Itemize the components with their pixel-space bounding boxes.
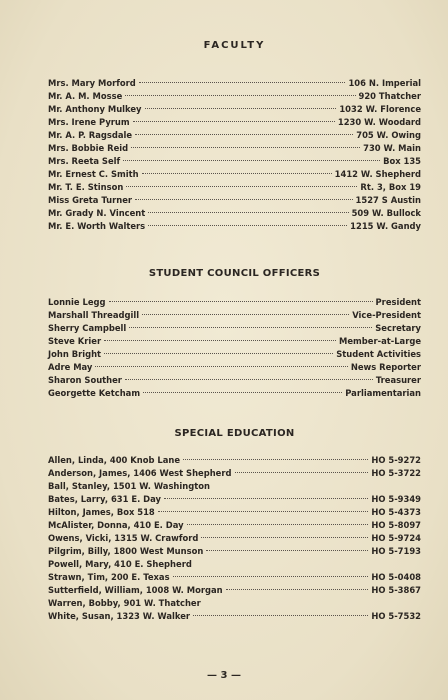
entry-name: Ball, Stanley, 1501 W. Washington — [48, 481, 210, 491]
list-item — [48, 348, 421, 361]
entry-name: John Bright — [48, 349, 102, 359]
entry-value: 1412 W. Shepherd — [334, 169, 421, 179]
entry-value: 106 N. Imperial — [348, 78, 421, 88]
entry-value: HO 5-7532 — [371, 611, 421, 621]
list-item — [48, 387, 421, 400]
list-item — [48, 90, 421, 103]
dot-leader — [104, 340, 336, 341]
entry-value: HO 5-3722 — [371, 468, 421, 478]
dot-leader — [143, 392, 342, 393]
faculty-heading: FACULTY — [203, 40, 266, 51]
entry-value: Treasurer — [375, 375, 421, 385]
dot-leader — [109, 301, 373, 302]
dot-leader — [142, 314, 349, 315]
page-number: — 3 — — [207, 670, 241, 681]
entry-value: News Reporter — [350, 362, 421, 372]
special-education-list — [48, 454, 421, 623]
special-education-heading: SPECIAL EDUCATION — [174, 428, 295, 439]
entry-name: Steve Krier — [48, 336, 102, 346]
list-item — [48, 519, 421, 532]
list-item — [48, 296, 421, 309]
dot-leader — [125, 379, 373, 380]
entry-value: HO 5-9349 — [371, 494, 421, 504]
entry-name: McAlister, Donna, 410 E. Day — [48, 520, 184, 530]
list-item — [48, 532, 421, 545]
list-item — [48, 322, 421, 335]
list-item — [48, 467, 421, 480]
entry-value: 705 W. Owing — [356, 130, 421, 140]
entry-name: Strawn, Tim, 200 E. Texas — [48, 572, 170, 582]
dot-leader — [145, 108, 337, 109]
dot-leader — [164, 498, 368, 499]
faculty-list — [48, 77, 421, 233]
entry-value: Member-at-Large — [339, 336, 421, 346]
entry-name: Allen, Linda, 400 Knob Lane — [48, 455, 181, 465]
entry-name: Hilton, James, Box 518 — [48, 507, 155, 517]
dot-leader — [226, 589, 369, 590]
dot-leader — [139, 82, 346, 83]
entry-name: Mr. E. Worth Walters — [48, 221, 146, 231]
dot-leader — [187, 524, 369, 525]
dot-leader — [148, 212, 348, 213]
list-item — [48, 77, 421, 90]
entry-name: Mrs. Irene Pyrum — [48, 117, 130, 127]
list-item — [48, 597, 421, 610]
list-item — [48, 142, 421, 155]
dot-leader — [201, 537, 368, 538]
list-item — [48, 335, 421, 348]
entry-name: Mr. A. P. Ragsdale — [48, 130, 133, 140]
entry-name: Sharon Souther — [48, 375, 122, 385]
entry-value: Student Activities — [336, 349, 421, 359]
entry-name: Marshall Threadgill — [48, 310, 140, 320]
list-item — [48, 309, 421, 322]
entry-name: Owens, Vicki, 1315 W. Crawford — [48, 533, 199, 543]
entry-value: HO 5-9724 — [371, 533, 421, 543]
entry-value: 509 W. Bullock — [351, 208, 421, 218]
entry-name: Mr. T. E. Stinson — [48, 182, 124, 192]
entry-value: Parliamentarian — [345, 388, 421, 398]
entry-name: Bates, Larry, 631 E. Day — [48, 494, 161, 504]
entry-name: Anderson, James, 1406 West Shepherd — [48, 468, 232, 478]
entry-name: Sutterfield, William, 1008 W. Morgan — [48, 585, 223, 595]
entry-value: HO 5-0408 — [371, 572, 421, 582]
dot-leader — [193, 615, 368, 616]
dot-leader — [173, 576, 369, 577]
dot-leader — [123, 160, 380, 161]
list-item — [48, 361, 421, 374]
dot-leader — [235, 472, 369, 473]
list-item — [48, 116, 421, 129]
list-item — [48, 571, 421, 584]
list-item — [48, 584, 421, 597]
entry-value: HO 5-8097 — [371, 520, 421, 530]
list-item — [48, 194, 421, 207]
list-item — [48, 374, 421, 387]
entry-value: President — [375, 297, 421, 307]
dot-leader — [131, 147, 360, 148]
dot-leader — [104, 353, 333, 354]
entry-value: 920 Thatcher — [358, 91, 421, 101]
student-council-heading: STUDENT COUNCIL OFFICERS — [148, 268, 321, 279]
list-item — [48, 168, 421, 181]
student-council-list — [48, 296, 421, 400]
list-item — [48, 480, 421, 493]
dot-leader — [183, 459, 368, 460]
dot-leader — [206, 550, 368, 551]
entry-value: 1230 W. Woodard — [337, 117, 421, 127]
dot-leader — [158, 511, 369, 512]
entry-value: Box 135 — [383, 156, 421, 166]
list-item — [48, 207, 421, 220]
list-item — [48, 155, 421, 168]
dot-leader — [142, 173, 332, 174]
list-item — [48, 129, 421, 142]
faculty-section — [48, 40, 421, 233]
dot-leader — [135, 199, 353, 200]
dot-leader — [133, 121, 335, 122]
entry-value: Rt. 3, Box 19 — [360, 182, 421, 192]
list-item — [48, 506, 421, 519]
entry-value: HO 5-7193 — [371, 546, 421, 556]
entry-name: Lonnie Legg — [48, 297, 106, 307]
special-education-section — [48, 428, 421, 623]
entry-value: 1527 S Austin — [355, 195, 421, 205]
entry-name: Mr. Grady N. Vincent — [48, 208, 146, 218]
entry-name: Mr. A. M. Mosse — [48, 91, 123, 101]
entry-name: Mrs. Mary Morford — [48, 78, 136, 88]
entry-name: White, Susan, 1323 W. Walker — [48, 611, 191, 621]
entry-name: Mrs. Bobbie Reid — [48, 143, 129, 153]
list-item — [48, 103, 421, 116]
dot-leader — [148, 225, 347, 226]
list-item — [48, 454, 421, 467]
dot-leader — [95, 366, 347, 367]
student-council-section — [48, 268, 421, 400]
entry-value: HO 5-4373 — [371, 507, 421, 517]
entry-name: Adre May — [48, 362, 93, 372]
dot-leader — [126, 186, 357, 187]
entry-value: HO 5-9272 — [371, 455, 421, 465]
entry-name: Powell, Mary, 410 E. Shepherd — [48, 559, 192, 569]
list-item — [48, 545, 421, 558]
entry-name: Mrs. Reeta Self — [48, 156, 121, 166]
list-item — [48, 493, 421, 506]
entry-name: Miss Greta Turner — [48, 195, 133, 205]
entry-value: 1032 W. Florence — [339, 104, 421, 114]
entry-name: Pilgrim, Billy, 1800 West Munson — [48, 546, 204, 556]
list-item — [48, 610, 421, 623]
entry-value: 730 W. Main — [363, 143, 421, 153]
dot-leader — [129, 327, 372, 328]
entry-value: HO 5-3867 — [371, 585, 421, 595]
dot-leader — [135, 134, 353, 135]
entry-name: Georgette Ketcham — [48, 388, 141, 398]
dot-leader — [125, 95, 355, 96]
entry-name: Mr. Ernest C. Smith — [48, 169, 139, 179]
entry-name: Mr. Anthony Mulkey — [48, 104, 142, 114]
entry-value: Secretary — [375, 323, 421, 333]
list-item — [48, 220, 421, 233]
entry-name: Sherry Campbell — [48, 323, 127, 333]
entry-value: 1215 W. Gandy — [350, 221, 421, 231]
list-item — [48, 181, 421, 194]
entry-value: Vice-President — [352, 310, 421, 320]
entry-name: Warren, Bobby, 901 W. Thatcher — [48, 598, 201, 608]
list-item — [48, 558, 421, 571]
